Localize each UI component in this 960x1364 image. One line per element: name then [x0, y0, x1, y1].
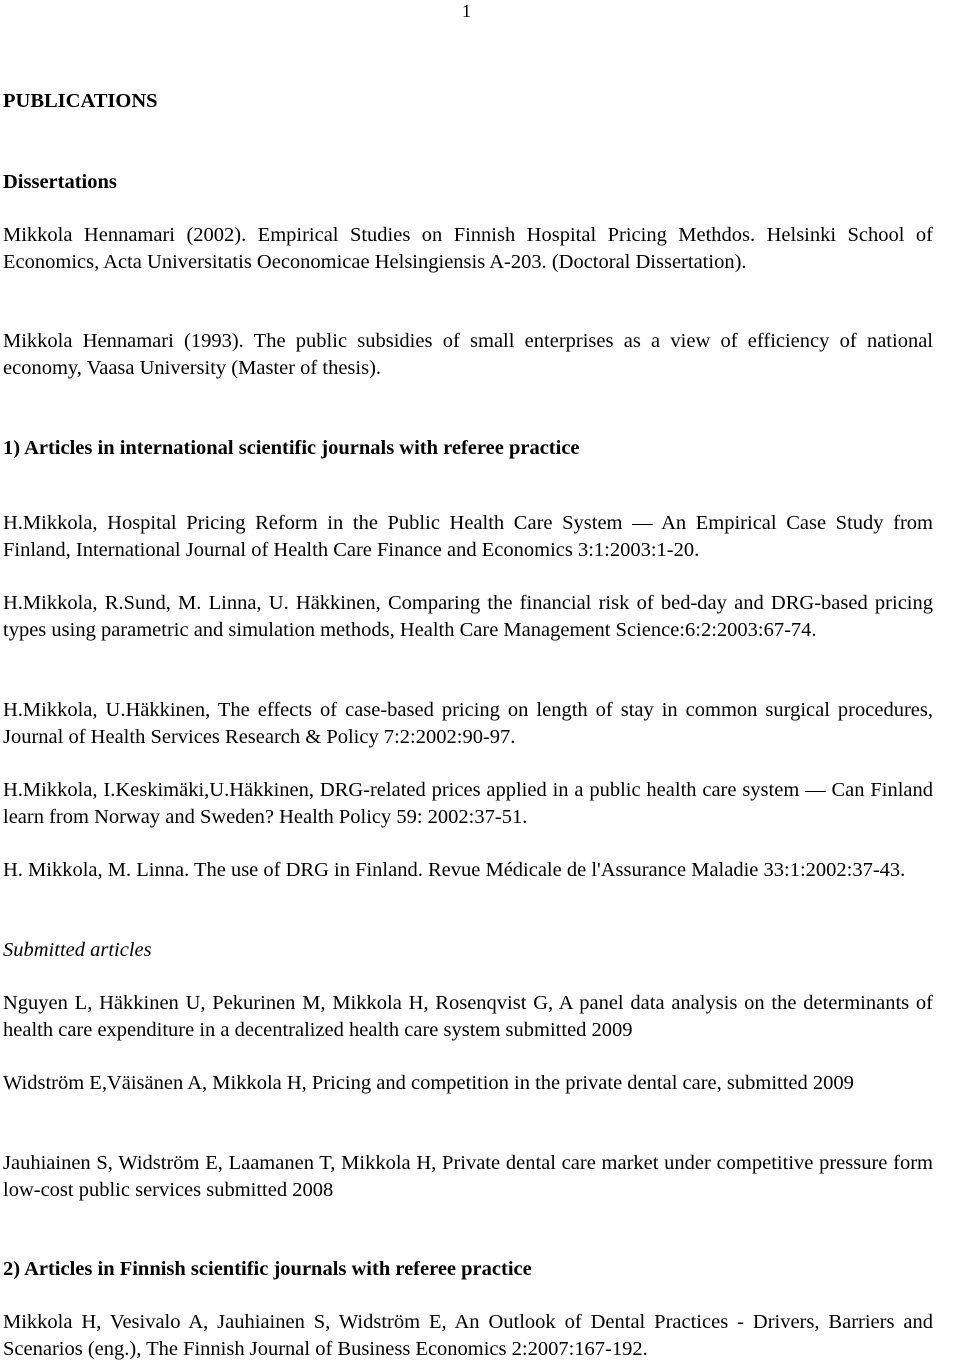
- dissertations-heading: Dissertations: [3, 171, 117, 193]
- submitted-article-entry: Jauhiainen S, Widström E, Laamanen T, Mikkola H, Private dental care market under competitive pressure form low-cost public services submitted 2008: [3, 1152, 933, 1201]
- international-articles-heading: 1) Articles in international scientific journals with referee practice: [3, 437, 580, 459]
- finnish-articles-heading: 2) Articles in Finnish scientific journals with referee practice: [3, 1258, 532, 1280]
- international-article-entry: H.Mikkola, U.Häkkinen, The effects of case-based pricing on length of stay in common surgical procedures, Journal of Health Services Research & Policy 7:2:2002:90-97.: [3, 699, 933, 748]
- submitted-article-entry: Nguyen L, Häkkinen U, Pekurinen M, Mikkola H, Rosenqvist G, A panel data analysis on the determinants of health care expenditure in a decentralized health care system submitted 2009: [3, 992, 933, 1041]
- international-article-entry: H.Mikkola, Hospital Pricing Reform in the Public Health Care System — An Empirical Case Study from Finland, International Journal of Health Care Finance and Economics 3:1:2003:1-20.: [3, 512, 933, 561]
- page-title: PUBLICATIONS: [3, 90, 158, 112]
- finnish-article-entry: Mikkola H, Vesivalo A, Jauhiainen S, Widström E, An Outlook of Dental Practices - Drivers, Barriers and Scenarios (eng.), The Finnish Journal of Business Economics 2:2007:167-192.: [3, 1311, 933, 1360]
- submitted-article-entry: Widström E,Väisänen A, Mikkola H, Pricing and competition in the private dental care, submitted 2009: [3, 1072, 854, 1094]
- submitted-articles-heading: Submitted articles: [3, 939, 152, 961]
- page-number: 1: [462, 1, 471, 21]
- international-article-entry: H. Mikkola, M. Linna. The use of DRG in Finland. Revue Médicale de l'Assurance Maladie 33:1:2002:37-43.: [3, 859, 906, 881]
- international-article-entry: H.Mikkola, R.Sund, M. Linna, U. Häkkinen, Comparing the financial risk of bed-day and DRG-based pricing types using parametric and simulation methods, Health Care Management Science:6:2:2003:67-74.: [3, 592, 933, 641]
- international-article-entry: H.Mikkola, I.Keskimäki,U.Häkkinen, DRG-related prices applied in a public health care system — Can Finland learn from Norway and Sweden? Health Policy 59: 2002:37-51.: [3, 779, 933, 828]
- dissertation-entry: Mikkola Hennamari (2002). Empirical Studies on Finnish Hospital Pricing Methdos. Helsinki School of Economics, Acta Universitatis Oeconomicae Helsingiensis A-203. (Doctoral Dissertation).: [3, 224, 933, 273]
- dissertation-entry: Mikkola Hennamari (1993). The public subsidies of small enterprises as a view of efficiency of national economy, Vaasa University (Master of thesis).: [3, 330, 933, 379]
